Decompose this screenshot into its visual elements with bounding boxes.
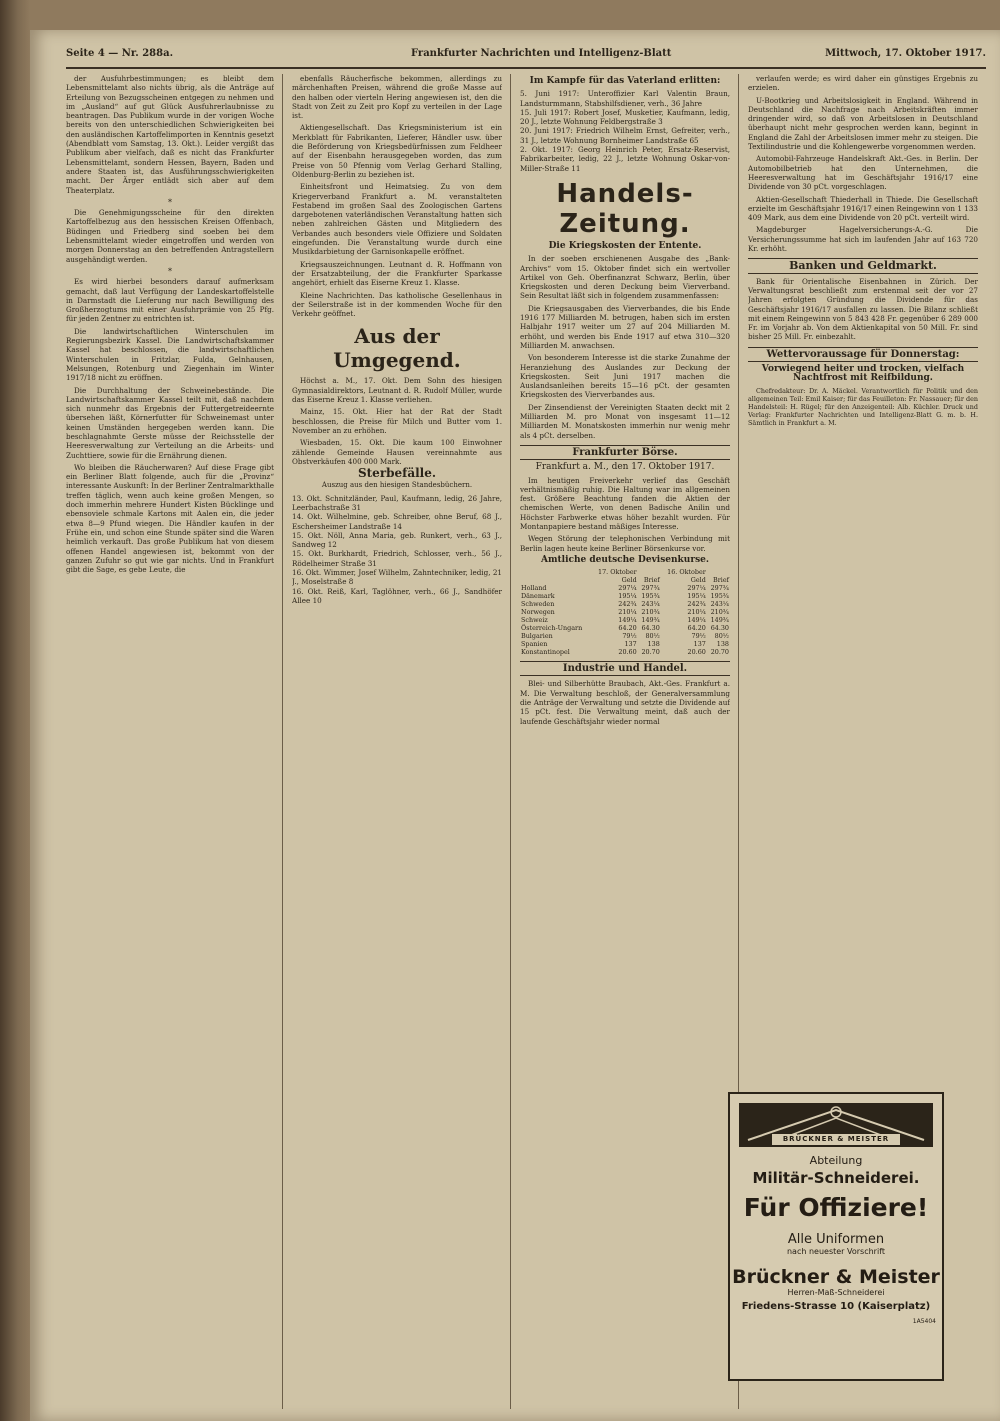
table-header-row [520, 576, 730, 584]
section-heading-boerse: Frankfurter Börse. [520, 445, 730, 460]
ad-line-company: Brückner & Meister [732, 1266, 940, 1288]
table-cell: 149¼ [687, 616, 706, 625]
ad-line-headline: Für Offiziere! [743, 1193, 929, 1222]
table-row [520, 640, 730, 648]
table-cell: Schweiz [521, 616, 548, 625]
table-cell: Brief [643, 576, 660, 585]
article-paragraph: Wiesbaden, 15. Okt. Die kaum 100 Einwohner zählende Gemeinde Hausen vereinnahmte aus Obstverkäufen 400 000 Mark. [292, 438, 502, 466]
table-cell [707, 568, 730, 576]
boerse-dateline: Frankfurt a. M., den 17. Oktober 1917. [535, 462, 715, 473]
table-cell: 149¾ [710, 616, 729, 625]
list-item: 16. Okt. Wimmer, Josef Wilhelm, Zahntechniker, ledig, 21 J., Moselstraße 8 [292, 568, 502, 587]
newspaper-page [30, 30, 1000, 1421]
article-title: Die Kriegskosten der Entente. [548, 240, 702, 251]
table-cell: 242¾ [618, 600, 637, 609]
article-paragraph: Die Kriegsausgaben des Vierverbandes, die bis Ende 1916 177 Milliarden M. betrugen, haben sich im ersten Halbjahr 1917 weiter um 27 auf 204 Milliarden M. erhöht, und werden bis Ende 1917 auf etwa 310—320 Milliarden M. anwachsen. [520, 303, 730, 350]
table-cell: 210¼ [687, 608, 706, 617]
article-paragraph: Von besonderem Interesse ist die starke Zunahme der Heranziehung des Auslandes zur Deckung der Kriegskosten. Seit Juni 1917 machen die Auslandsanleihen bereits 15—16 pCt. der gesamten Kriegskosten des Vierverbandes aus. [520, 353, 730, 400]
table-cell: 243¼ [641, 600, 660, 609]
table-cell: 195¾ [710, 592, 729, 601]
devisen-table [520, 568, 730, 656]
article-paragraph: Bank für Orientalische Eisenbahnen in Zürich. Der Verwaltungsrat beschließt zum erstenmal seit der vor 27 Jahren erfolgten Gründung die Dividende für das Geschäftsjahr 1916/17 ausfallen zu lassen. Die Bilanz schließt mit einem Reingewinn von 5 843 428 Fr. gegenüber 6 289 000 Fr. im Vorjahr ab. Von dem Aktienkapital von 50 Mill. Fr. sind bisher 25 Mill. Fr. einbezahlt. [748, 276, 978, 342]
table-cell: Schweden [521, 600, 555, 609]
table-cell: 20.70 [710, 648, 729, 657]
article-paragraph: Die Durchhaltung der Schweinebestände. Die Landwirtschaftskammer Kassel teilt mit, daß nachdem sich nunmehr das Ergebnis der Futtergetreideernte übersehen läßt, Körnerfutter für Schweinemast unter keinen Umständen hergegeben werden kann. Die beschlagnahmte Gerste müsse der Reichsstelle der Heeresverwaltung zur Verteilung an die Arbeits- und Zuchttiere, sowie für die Ernährung dienen. [66, 385, 274, 460]
table-cell: 195¾ [641, 592, 660, 601]
ad-line-abteilung: Abteilung [809, 1154, 863, 1167]
table-row [520, 592, 730, 600]
section-heading-sterbefaelle: Sterbefälle. [357, 466, 437, 481]
table-row [520, 624, 730, 632]
book-binding [0, 0, 30, 1421]
table-cell: 138 [647, 640, 660, 649]
list-item: 15. Okt. Nöll, Anna Maria, geb. Runkert, verh., 63 J., Sandweg 12 [292, 530, 502, 550]
table-cell: 20.60 [687, 648, 706, 657]
section-heading-banken: Banken und Geldmarkt. [748, 258, 978, 273]
table-row [520, 608, 730, 616]
table-cell: 195¼ [687, 592, 706, 601]
sterbefaelle-subtitle: Auszug aus den hiesigen Standesbüchern. [321, 481, 473, 490]
list-item: 20. Juni 1917: Friedrich Wilhelm Ernst, Gefreiter, verh., 31 J., letzte Wohnung Bornheimer Landstraße 65 [520, 126, 730, 145]
death-notice-list [292, 494, 502, 606]
devisen-heading: Amtliche deutsche Devisenkurse. [540, 554, 710, 565]
table-cell: 297¾ [710, 584, 729, 593]
list-item: 5. Juni 1917: Unteroffizier Karl Valentin Braun, Landsturmmann, Stabshilfsdiener, verh., 36 Jahre [520, 89, 730, 108]
table-cell [520, 576, 592, 584]
table-cell [638, 568, 661, 576]
table-cell: Brief [713, 576, 729, 585]
table-cell: Konstantinopel [521, 648, 570, 657]
table-cell: Bulgarien [521, 632, 553, 641]
table-cell: 149¾ [641, 616, 660, 625]
table-cell: Geld [690, 576, 706, 585]
article-paragraph: Kriegsauszeichnungen. Leutnant d. R. Hoffmann von der Ersatzabteilung, der die Frankfurter Sparkasse angehört, erhielt das Eiserne Kreuz 1. Klasse. [292, 259, 502, 288]
list-item: 2. Okt. 1917: Georg Heinrich Peter, Ersatz-Reservist, Fabrikarbeiter, ledig, 22 J., letzte Wohnung Oskar-von-Miller-Straße 11 [520, 145, 730, 173]
table-cell: 80½ [714, 632, 729, 641]
table-cell: 242¾ [687, 600, 706, 609]
article-paragraph: Die Genehmigungsscheine für den direkten Kartoffelbezug aus den hessischen Kreisen Offenbach, Büdingen und Friedberg sind soeben bei dem Lebensmittelamt wieder eingetroffen und werden von morgen Donnerstag an den betreffenden Antragstellern ausgehändigt werden. [66, 208, 274, 264]
table-cell: 16. Oktober [667, 568, 706, 577]
table-row [520, 632, 730, 640]
weather-heading: Wettervoraussage für Donnerstag: [748, 347, 978, 362]
article-paragraph: Höchst a. M., 17. Okt. Dem Sohn des hiesigen Gymnasialdirektors, Leutnant d. R. Rudolf Müller, wurde das Eiserne Kreuz 1. Klasse verliehen. [292, 376, 502, 405]
column-divider [282, 74, 283, 1409]
table-cell: 64.20 [618, 624, 637, 633]
article-paragraph: verlaufen werde; es wird daher ein günstiges Ergebnis zu erzielen. [748, 74, 978, 93]
casualty-list [520, 89, 730, 173]
table-cell: Geld [621, 576, 637, 585]
article-paragraph: Mainz, 15. Okt. Hier hat der Rat der Stadt beschlossen, die Preise für Milch und Butter vom 1. November an zu erhöhen. [292, 407, 502, 435]
article-paragraph: Blei- und Silberhütte Braubach, Akt.-Ges. Frankfurt a. M. Die Verwaltung beschloß, der Generalversammlung die Anträge der Verwaltung und setzte die Dividende auf 15 pCt. fest. Die Verwaltung meint, daß auch der laufende Geschäftsjahr wieder normal [520, 679, 730, 726]
impressum: Chefredakteur: Dr. A. Mäckel. Verantwortlich für Politik und den allgemeinen Teil: Emil Kaiser; für das Feuilleton: Fr. Nassauer; für den Handelsteil: H. Rügel; für den Anzeigenteil: Alb. Küchler. Druck und Verlag: Frankfurter Nachrichten und Intelligenz-Blatt G. m. b. H. Sämtlich in Frankfurt a. M. [748, 386, 978, 427]
table-cell: Spanien [521, 640, 548, 649]
article-paragraph: In der soeben erschienenen Ausgabe des „Bank-Archivs“ vom 15. Oktober findet sich ein wertvoller Artikel von Geh. Oberfinanzrat Schwarz, Berlin, über Kriegskosten und deren Deckung beim Vierverband. Sein Resultat läßt sich in folgendem zusammenfassen: [520, 254, 730, 301]
ad-code: 1A5404 [912, 1318, 936, 1325]
advertisement-brueckner-meister [728, 1092, 944, 1381]
header-masthead: Frankfurter Nachrichten und Intelligenz-Blatt [411, 48, 672, 59]
table-cell: 64.30 [641, 624, 660, 633]
page-header [66, 48, 986, 66]
article-paragraph: ebenfalls Räucherfische bekommen, allerdings zu märchenhaften Preisen, während die große Masse auf den halben oder vierteln Hering angewiesen ist, den die Stadt von Zeit zu Zeit pro Kopf zu verteilen in der Lage ist. [292, 74, 502, 121]
table-cell: 243¼ [710, 600, 729, 609]
article-paragraph: Magdeburger Hagelversicherungs-A.-G. Die Versicherungssumme hat sich im laufenden Jahr auf 163 720 Kr. erhöht. [748, 225, 978, 254]
table-cell: 297¾ [641, 584, 660, 593]
list-item: 13. Okt. Schnitzländer, Paul, Kaufmann, ledig, 26 Jahre, Leerbachstraße 31 [292, 493, 502, 512]
table-cell: Norwegen [521, 608, 555, 617]
table-cell: 137 [624, 640, 637, 649]
table-cell: 138 [716, 640, 729, 649]
article-paragraph: Es wird hierbei besonders darauf aufmerksam gemacht, daß laut Verfügung der Landeskartoffelstelle in Darmstadt die Lieferung nur nach Bewilligung des Großherzogtums mit einer Ausfuhrprämie von 25 Pfg. für jeden Zentner zu entrichten ist. [66, 277, 274, 324]
table-cell: 20.60 [618, 648, 637, 657]
list-item: 15. Juli 1917: Robert Josef, Musketier, Kaufmann, ledig, 20 J., letzte Wohnung Feldbergstraße 3 [520, 107, 730, 127]
table-row [520, 616, 730, 624]
article-paragraph: Aktien-Gesellschaft Thiederhall in Thiede. Die Gesellschaft erzielte im Geschäftsjahr 1916/17 einen Reingewinn von 1 133 409 Mark, aus dem eine Dividende von 20 pCt. verteilt wird. [748, 194, 978, 223]
section-heading-umgegend: Aus der Umgegend. [333, 324, 461, 373]
weather-forecast: Vorwiegend heiter und trocken, vielfach Nachtfrost mit Reifbildung. [761, 364, 965, 384]
table-cell: Österreich-Ungarn [521, 624, 583, 633]
column-1 [66, 74, 274, 1409]
table-cell: 210¾ [710, 608, 729, 617]
article-paragraph: Automobil-Fahrzeuge Handelskraft Akt.-Ges. in Berlin. Der Automobilbetrieb hat den Unternehmen, die Heeresverwaltung hat im Geschäftsjahr 1916/17 eine Dividende von 30 pCt. vorgeschlagen. [748, 154, 978, 192]
table-cell: 297¼ [618, 584, 637, 593]
list-item: 15. Okt. Burkhardt, Friedrich, Schlosser, verh., 56 J., Rödelheimer Straße 31 [292, 549, 502, 568]
article-paragraph: Der Zinsendienst der Vereinigten Staaten deckt mit 2 Milliarden M. pro Monat von insgesamt 11—12 Milliarden M. Monatskosten immerhin nur wenig mehr als 4 pCt. derselben. [520, 402, 730, 440]
section-heading-handels-zeitung: Handels-Zeitung. [556, 178, 694, 239]
article-paragraph: Wegen Störung der telephonischen Verbindung mit Berlin lagen heute keine Berliner Börsenkurse vor. [520, 534, 730, 553]
table-cell [520, 568, 592, 576]
table-row [520, 648, 730, 656]
header-rule [66, 67, 986, 69]
column-3 [520, 74, 730, 1409]
table-header-row [520, 568, 730, 576]
table-cell: 17. Oktober [598, 568, 637, 577]
separator-star: * [168, 266, 172, 276]
table-cell: Dänemark [521, 592, 555, 601]
header-date: Mittwoch, 17. Oktober 1917. [825, 48, 986, 59]
table-cell: 149¼ [618, 616, 637, 625]
column-divider [510, 74, 511, 1409]
table-cell: 80½ [645, 632, 660, 641]
article-paragraph: der Ausfuhrbestimmungen; es bleibt dem Lebensmittelamt also nichts übrig, als die Anträge auf Erteilung von Bezugsscheinen entgegen zu nehmen und im „Ausland“ auf gut Glück Ausfuhrerlaubnisse zu beantragen. Das Publikum wurde in der vorigen Woche bereits von den unterschiedlichen Schwierigkeiten bei den ausländischen Kartoffelimporten in Kenntnis gesetzt (Abendblatt vom Samstag, 13. Okt.). Leider vergißt das Publikum aber vielfach, daß es nicht das Frankfurter Lebensmittelamt, sondern Hessen, Bayern, Baden und andere Staaten ist, das Ausführungsschwierigkeiten macht. Der Ärger entlädt sich aber auf dem Theaterplatz. [66, 74, 274, 195]
table-cell: 210¾ [641, 608, 660, 617]
table-cell: 79½ [691, 632, 706, 641]
table-cell: 195¼ [618, 592, 637, 601]
table-cell: 79½ [622, 632, 637, 641]
separator-star: * [168, 197, 172, 207]
table-cell: Holland [521, 584, 547, 593]
brueckner-meister-logo [738, 1102, 934, 1148]
table-cell: 64.20 [687, 624, 706, 633]
table-cell: 137 [693, 640, 706, 649]
column-4 [748, 74, 978, 1111]
article-paragraph: U-Bootkrieg und Arbeitslosigkeit in England. Während in Deutschland die Nachfrage nach Arbeitskräften immer dringender wird, so daß von Arbeitslosen in Deutschland überhaupt nicht mehr gesprochen werden kann, beginnt in England die Zahl der Arbeitslosen immer mehr zu steigen. Die Textilindustrie und die Kohlengewerbe vorgenommen werden. [748, 95, 978, 152]
article-paragraph: Aktiengesellschaft. Das Kriegsministerium ist ein Merkblatt für Fabrikanten, Lieferer, Händler usw. über die Beförderung von Kriegsbedürfnissen zum Feldheer auf der Eisenbahn herausgegeben worden, das zum Preise von 50 Pfennig vom Verlag Gerhard Stalling, Oldenburg-Berlin zu beziehen ist. [292, 123, 502, 179]
logo-lettering: BRÜCKNER & MEISTER [782, 1135, 890, 1143]
article-paragraph: Die landwirtschaftlichen Winterschulen im Regierungsbezirk Kassel. Die Landwirtschaftskammer Kassel hat beschlossen, die landwirtschaftlichen Winterschulen in Fritzlar, Fulda, Gelnhausen, Melsungen, Rotenburg und Ziegenhain im Winter 1917/18 nicht zu eröffnen. [66, 326, 274, 383]
ad-line-address: Friedens-Strasse 10 (Kaiserplatz) [741, 1301, 931, 1312]
list-item: 16. Okt. Reiß, Karl, Taglöhner, verh., 66 J., Sandhöfer Allee 10 [292, 586, 502, 605]
table-cell: 297¼ [687, 584, 706, 593]
article-paragraph: Kleine Nachrichten. Das katholische Gesellenhaus in der Seilerstraße ist in der kommenden Woche für den Verkehr geöffnet. [292, 290, 502, 319]
ad-line-department: Militär-Schneiderei. [752, 1169, 920, 1187]
table-cell: 210¼ [618, 608, 637, 617]
article-paragraph: Wo bleiben die Räucherwaren? Auf diese Frage gibt ein Berliner Blatt folgende, auch für die „Provinz“ interessante Auskunft: In der Berliner Zentralmarkthalle treffen täglich, wenn auch keine großen Mengen, so doch immerhin mehrere Hundert Kisten Bücklinge und ebensoviele schmale Kartons mit Aalen ein, die jeder etwa 8—9 Pfund wiegen. Die Händler kaufen in der Frühe ein, und schon eine Stunde später sind die Waren heimlich verkauft. Das große Publikum hat von diesem offenen Handel angewiesen ist, bekommt von der ganzen Zufuhr so gut wie gar nichts. Und in Frankfurt gibt die Sage, es gebe Leute, die [66, 462, 274, 575]
article-paragraph: Im heutigen Freiverkehr verlief das Geschäft verhältnismäßig ruhig. Die Haltung war im allgemeinen fest. Größere Beachtung fanden die Aktien der chemischen Werte, von denen Badische Anilin und Höchster Farbwerke etwas höher bezahlt wurden. Für Montanpapiere bestand mäßiges Interesse. [520, 475, 730, 531]
table-cell: 20.70 [641, 648, 660, 657]
column-2 [292, 74, 502, 1409]
table-cell: 64.30 [710, 624, 729, 633]
ad-line-trade: Herren-Maß-Schneiderei [787, 1288, 885, 1297]
list-item: 14. Okt. Wilhelmine, geb. Schreiber, ohne Beruf, 68 J., Eschersheimer Landstraße 14 [292, 512, 502, 531]
header-page-number: Seite 4 — Nr. 288a. [66, 48, 174, 59]
ad-line-regulation: nach neuester Vorschrift [786, 1247, 886, 1256]
ad-line-uniforms: Alle Uniformen [787, 1232, 885, 1247]
war-casualties-heading: Im Kampfe für das Vaterland erlitten: [529, 76, 721, 86]
table-row [520, 600, 730, 608]
section-heading-industrie: Industrie und Handel. [520, 661, 730, 676]
table-row [520, 584, 730, 592]
article-paragraph: Einheitsfront und Heimatsieg. Zu von dem Kriegerverband Frankfurt a. M. veranstalteten Festabend im großen Saal des Zoologischen Gartens dargebotenen vaterländischen Veranstaltung hatten sich neben zahlreichen Gästen und Mitgliedern des Verbandes auch besonders viele Offiziere und Soldaten eingefunden. Die Veranstaltung wurde durch eine Musikdarbietung der Garnisonkapelle eröffnet. [292, 182, 502, 257]
